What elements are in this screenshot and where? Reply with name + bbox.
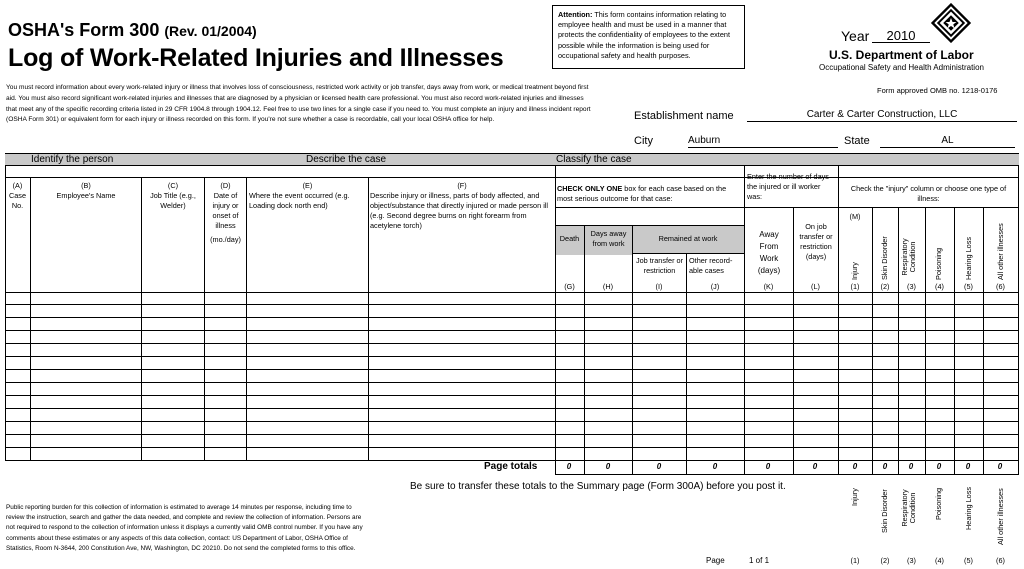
total-hearing-loss: 0 [965,462,971,471]
footer-num-4: (4) [935,556,944,565]
col-c-letter: (C) [167,181,179,190]
state-label: State [844,135,870,147]
job-transfer-header: Job transfer or restriction [635,256,684,275]
footer-type-injury: Injury [850,488,859,506]
col-a-header: Case No. [8,191,27,210]
establishment-name-field[interactable]: Carter & Carter Construction, LLC [747,109,1017,122]
col-d-header: Date of injury or onset of illness [212,191,239,230]
form-title: Log of Work-Related Injuries and Illnesses [8,44,504,72]
type-skin-disorder-header: Skin Disorder [880,236,889,280]
page-label: Page [706,556,725,565]
total-transfer-days: 0 [812,462,818,471]
footer-num-6: (6) [996,556,1005,565]
total-skin-disorder: 0 [882,462,888,471]
grid-line [246,177,247,460]
attention-label: Attention: [558,10,593,19]
footer-type-hearing-loss: Hearing Loss [964,487,973,530]
footer-num-5: (5) [964,556,973,565]
footer-num-2: (2) [880,556,890,565]
col-b-header: Employee's Name [56,191,116,200]
footer-num-3: (3) [907,556,916,565]
total-other-illnesses: 0 [997,462,1003,471]
footer-type-respiratory: Respiratory Condition [900,489,917,527]
death-header: Death [559,234,580,243]
grid-line [632,253,744,254]
col-k-letter: (K) [763,282,774,291]
dol-seal-logo-icon [931,3,971,43]
grid-line [368,177,369,460]
table-row[interactable] [5,434,1019,435]
grid-line [744,166,745,474]
type-respiratory-header: Respiratory Condition [900,238,917,276]
section-describe-case: Describe the case [306,154,387,165]
col-i-letter: (I) [655,282,663,291]
department-name: U.S. Department of Labor [829,48,974,62]
type-hearing-loss-header: Hearing Loss [964,237,973,280]
city-label: City [634,135,653,147]
col-l-letter: (L) [811,282,820,291]
section-header-band [5,153,1019,166]
table-row[interactable] [5,447,1019,448]
col-j-letter: (J) [710,282,720,291]
table-row[interactable] [5,317,1019,318]
col-e-header: Where the event occurred (e.g. Loading dock north end) [249,191,350,210]
total-days-away: 0 [605,462,611,471]
type-injury-header: Injury [850,262,859,280]
intro-instructions: You must record information about every work-related injury or illness that involves loss of consciousness, restricted work activity or job transfer, days away from work, or medical treatment beyond first aid. You must also record significant work-related injuries and illnesses that are diagnosed by a physician or licensed health care professional. You must also record work-related injuries and illnesses that meet any of the specific recording criteria listed in 29 CFR 1904.8 through 1904.12. Feel free to use two lines for a single case if you need to. You must complete an injury and illness incident report (OSHA Form 301) or equivalent form for each injury or illness recorded on this form. If you're not sure whether a case is recordable, call your local OSHA office for help. [6,84,591,124]
col-m2-letter: (2) [880,282,890,291]
total-job-transfer: 0 [656,462,662,471]
footer-type-skin-disorder: Skin Disorder [880,489,889,533]
col-f-letter: (F) [457,181,467,190]
table-row[interactable] [5,369,1019,370]
col-d-subheader: (mo./day) [210,235,241,244]
col-m6-letter: (6) [996,282,1005,291]
grid-line [1018,166,1019,474]
page-number: 1 of 1 [749,556,770,565]
form-revision: (Rev. 01/2004) [164,23,257,39]
total-injury: 0 [852,462,858,471]
table-row[interactable] [5,408,1019,409]
attention-text: This form contains information relating to employee health and must be used in a manner that protects the confidentiality of employees to the extent possible while the information is being used for occupational safety and health purposes. [558,10,730,60]
total-respiratory: 0 [908,462,914,471]
col-d-letter: (D) [220,181,231,190]
type-other-illnesses-header: All other illnesses [996,223,1005,280]
col-e-letter: (E) [302,181,313,190]
total-away-days: 0 [765,462,771,471]
year-label: Year [841,28,870,44]
col-m5-letter: (5) [964,282,973,291]
col-c-header: Job Title (e.g., Welder) [150,191,196,210]
grid-line [30,177,31,460]
table-row[interactable] [5,343,1019,344]
grid-line [954,207,955,474]
grid-line [141,177,142,460]
grid-line [555,474,1019,475]
total-poisoning: 0 [936,462,942,471]
remained-header: Remained at work [658,234,718,243]
col-g-letter: (G) [564,282,575,291]
other-recordable-header: Other record-able cases [689,256,733,275]
table-row[interactable] [5,395,1019,396]
burden-statement: Public reporting burden for this collection of information is estimated to average 14 minutes per response, including time to review the instruction, search and gather the data needed, and complete and review the collection of information. Persons are not required to respond to the collection of information unless it displays a currently valid OMB control number. If you have any comments about these estimates or any aspects of this data collection, contact: US Department of Labor, OSHA Office of Statistics, Room N-3644, 200 Constitution Ave, NW, Washington, DC 20210. Do not send the completed forms to this office. [6,504,363,552]
days-header: Enter the number of days the injured or ill worker was: [747,172,829,201]
page-totals-label: Page totals [484,461,538,472]
attention-box [552,5,745,69]
year-field[interactable]: 2010 [872,29,930,43]
grid-line [838,166,839,474]
grid-line [584,225,585,474]
section-classify-case: Classify the case [556,154,632,165]
footer-num-1: (1) [850,556,860,565]
grid-line [983,207,984,474]
total-other-recordable: 0 [712,462,718,471]
on-job-transfer-header: On job transfer or restriction (days) [799,222,833,261]
agency-name: Occupational Safety and Health Administration [819,63,984,72]
table-row[interactable] [5,421,1019,422]
col-h-letter: (H) [602,282,614,291]
check-one-instruction: CHECK ONLY ONE box for each case based on the most serious outcome for that case: [557,184,727,203]
footer-type-poisoning: Poisoning [934,487,943,520]
grid-line [555,166,556,474]
establishment-name-label: Establishment name [634,110,734,122]
col-b-letter: (B) [81,181,91,190]
col-m4-letter: (4) [935,282,944,291]
days-away-header: Days away from work [590,229,627,248]
col-f-header: Describe injury or illness, parts of body affected, and object/substance that directly injured or made person ill (e.g. Second degree burns on right forearm from acetylene torch) [370,191,549,230]
col-m3-letter: (3) [907,282,916,291]
grid-line [925,207,926,474]
grid-line [5,292,1019,293]
section-identify-person: Identify the person [31,154,114,165]
grid-line [555,207,1019,208]
grid-line [872,207,873,474]
col-m-letter: (M) [849,212,861,221]
away-from-work-header: Away From Work (days) [757,230,781,275]
transfer-note: Be sure to transfer these totals to the Summary page (Form 300A) before you post it. [410,481,786,492]
col-m1-letter: (1) [850,282,860,291]
table-row[interactable] [5,304,1019,305]
table-row[interactable] [5,356,1019,357]
grid-line [898,207,899,474]
type-poisoning-header: Poisoning [934,247,943,280]
table-row[interactable] [5,382,1019,383]
state-field[interactable]: AL [880,135,1015,148]
omb-number: Form approved OMB no. 1218-0176 [877,86,998,95]
table-row[interactable] [5,330,1019,331]
col-a-letter: (A) [12,181,23,190]
grid-line [5,177,1019,178]
city-field[interactable]: Auburn [688,135,838,148]
footer-type-other-illnesses: All other illnesses [996,488,1005,545]
type-header: Check the "injury" column or choose one type of illness: [850,184,1007,203]
total-death: 0 [566,462,572,471]
form-number: OSHA's Form 300 (Rev. 01/2004) [8,20,257,40]
